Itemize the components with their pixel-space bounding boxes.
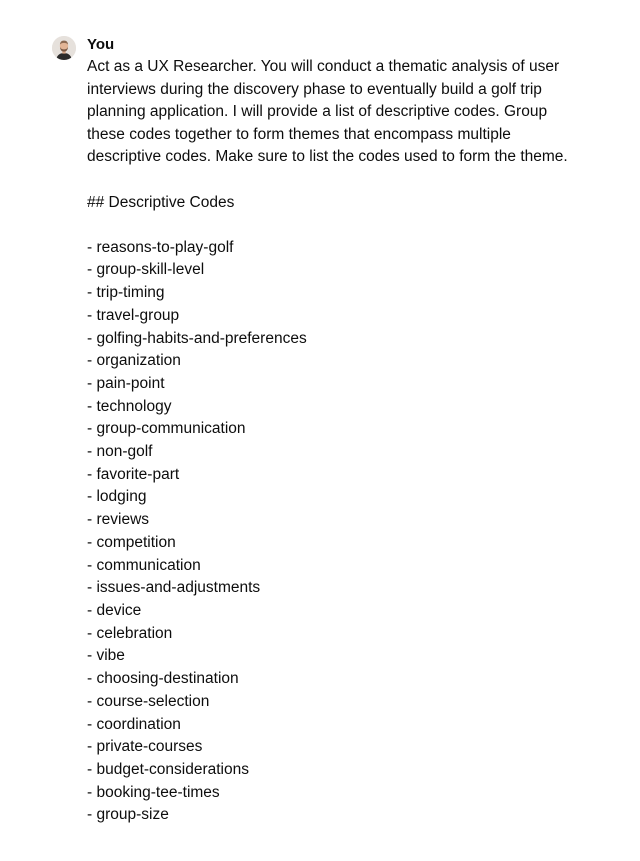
list-item: - group-size [87,806,169,824]
list-item: - group-communication [87,420,246,438]
list-item: - technology [87,397,172,415]
list-item: - booking-tee-times [87,783,220,801]
list-item: - lodging [87,488,147,506]
list-item: - choosing-destination [87,670,239,688]
list-item: - private-courses [87,738,203,756]
list-item: - device [87,602,142,619]
message-author: You [87,36,115,53]
list-item: - golfing-habits-and-preferences [87,329,307,347]
list-item: - reasons-to-play-golf [87,238,234,256]
codes-list [87,237,587,827]
list-item: - vibe [87,647,125,665]
list-item: - reviews [87,511,150,529]
list-item: - budget-considerations [87,760,249,778]
prompt-text: Act as a UX Researcher. You will conduct a thematic analysis of user interviews during the discovery phase to eventually build a golf trip planning application. I will provide a list of descriptive codes. Group these codes together to form themes that encompass multiple descriptive codes. Make sure to list the codes used to form the theme. [87,58,568,166]
list-item: - course-selection [87,692,210,710]
list-item: - trip-timing [87,284,165,302]
message-content [87,34,587,827]
list-item: - group-skill-level [87,261,205,279]
list-item: - travel-group [87,306,180,324]
list-item: - non-golf [87,443,153,461]
codes-heading: ## Descriptive Codes [87,193,235,211]
list-item: - celebration [87,624,173,642]
list-item: - pain-point [87,374,165,392]
list-item: - favorite-part [87,465,180,483]
user-avatar-icon [52,36,76,60]
list-item: - issues-and-adjustments [87,579,261,597]
list-item: - organization [87,352,181,370]
list-item: - coordination [87,715,181,733]
list-item: - communication [87,556,201,574]
list-item: - competition [87,533,176,551]
